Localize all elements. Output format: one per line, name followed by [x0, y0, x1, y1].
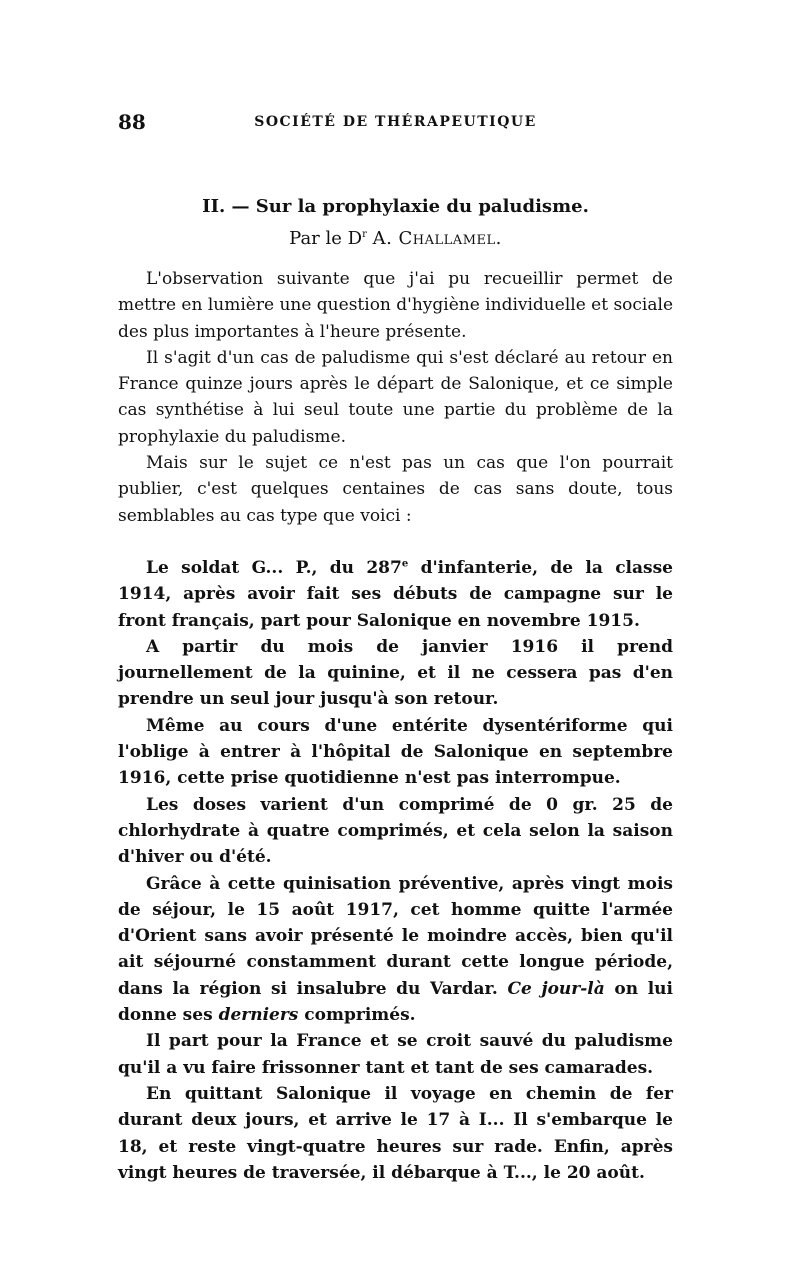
case-paragraph-4: Les doses varient d'un comprimé de 0 gr. 25 de chlorhydrate à quatre comprimés, et cela selon la saison d'hiver ou d'été. [118, 794, 673, 868]
case-p1-sup: e [401, 558, 409, 570]
case-paragraph-7: En quittant Salonique il voyage en chemin de fer durant deux jours, et arrive le 17 à I... Il s'embarque le 18, et reste vingt-quatre heures sur rade. Enfin, après vingt heures de traversée, il débarque à T..., le 20 août. [118, 1083, 673, 1183]
case-p5-mid: on lui donne ses [118, 978, 674, 1026]
case-p1-start: Le soldat G... P., du 287 [146, 557, 402, 578]
paragraph-intro-2: Il s'agit d'un cas de paludisme qui s'est déclaré au retour en France quinze jours après le départ de Salonique, et ce simple cas synthétise à lui seul toute une partie du problème de la prophylaxie du paludisme. [118, 347, 673, 447]
case-p5-em2: derniers [218, 1005, 299, 1026]
case-paragraph-6: Il part pour la France et se croit sauvé du paludisme qu'il a vu faire frissonner tant et tant de ses camarades. [118, 1031, 673, 1078]
article-body [118, 266, 673, 1186]
article-title: II. — Sur la prophylaxie du paludisme. [202, 196, 589, 217]
author-name: A. Challamel. [372, 228, 502, 249]
article-author [118, 228, 673, 249]
paragraph-intro-3: Mais sur le sujet ce n'est pas un cas que l'on pourrait publier, c'est quelques centaines de cas sans doute, tous semblables au cas type que voici : [118, 453, 673, 526]
running-head: SOCIÉTÉ DE THÉRAPEUTIQUE [254, 114, 537, 130]
case-paragraph-3: Même au cours d'une entérite dysentériforme qui l'oblige à entrer à l'hôpital de Salonique en septembre 1916, cette prise quotidienne n'est pas interrompue. [118, 715, 673, 789]
author-prefix: Par le D [289, 228, 363, 249]
paragraph-intro-1: L'observation suivante que j'ai pu recueillir permet de mettre en lumière une question d'hygiène individuelle et sociale des plus importantes à l'heure présente. [118, 269, 673, 342]
case-p1-end: d'infanterie, de la classe 1914, après avoir fait ses débuts de campagne sur le front français, part pour Salonique en novembre 1915. [118, 557, 673, 631]
page-number: 88 [118, 110, 146, 134]
author-prefix-sup: r [362, 229, 367, 240]
page-header [118, 110, 673, 140]
case-p5-em1: Ce jour-là [507, 978, 605, 999]
case-p5-start: Grâce à cette quinisation préventive, après vingt mois de séjour, le 15 août 1917, cet homme quitte l'armée d'Orient sans avoir présenté le moindre accès, bien qu'il ait séjourné constamment durant cette longue période, dans la région si insalubre du Vardar. [118, 873, 673, 999]
case-p5-end: comprimés. [298, 1005, 416, 1026]
case-paragraph-2: A partir du mois de janvier 1916 il prend journellement de la quinine, et il ne cessera pas d'en prendre un seul jour jusqu'à son retour. [118, 636, 673, 710]
case-paragraph-1 [118, 555, 673, 634]
case-paragraph-5 [118, 871, 673, 1029]
